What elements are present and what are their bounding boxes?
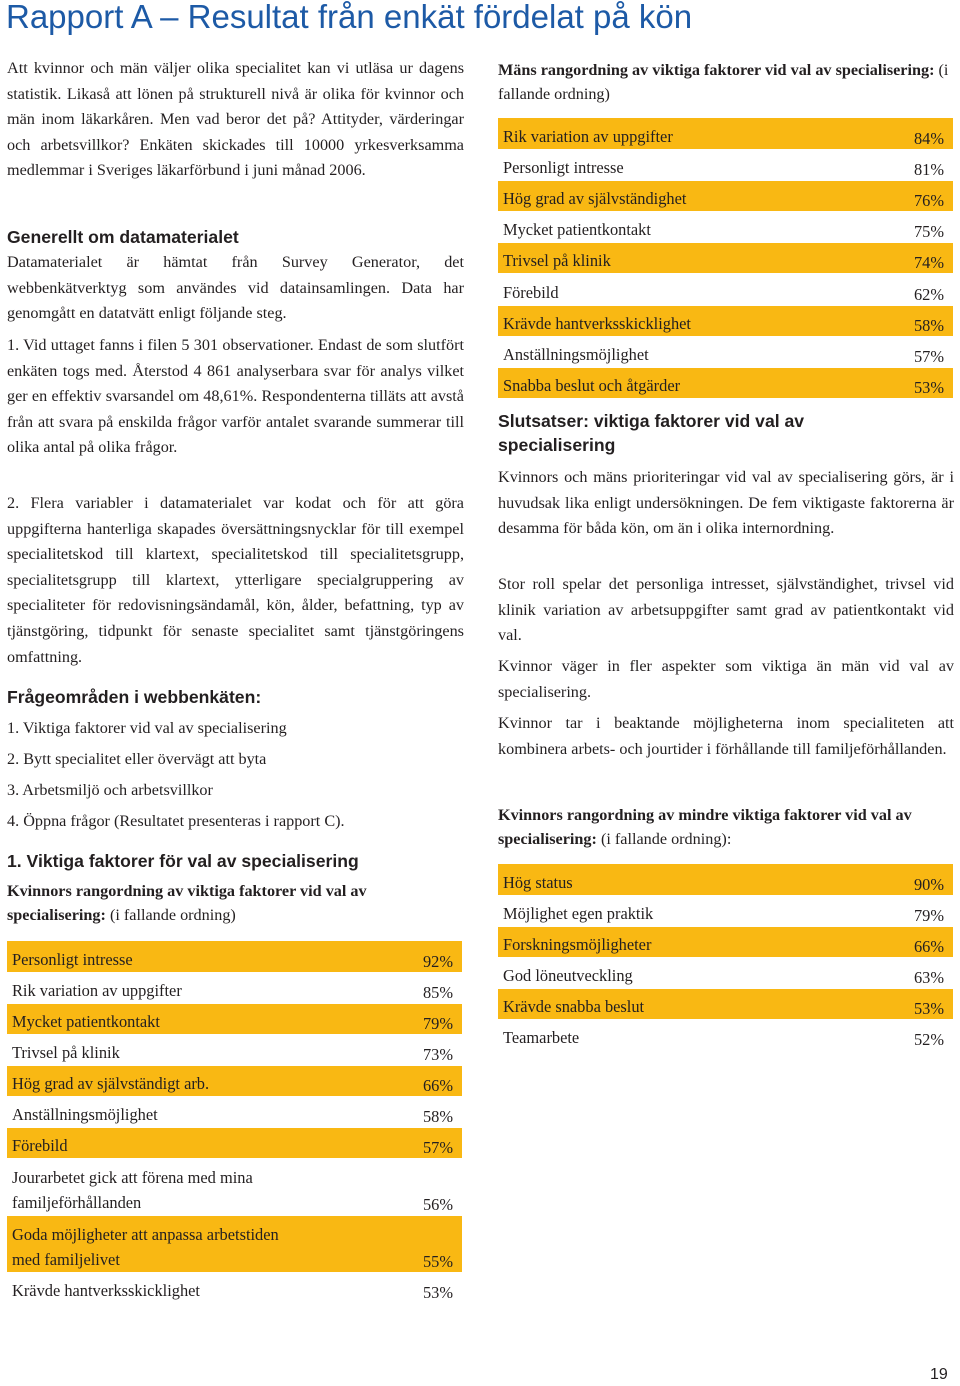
rank-value: 62% [893, 274, 953, 305]
rank-row [498, 957, 953, 988]
rank-row [498, 926, 953, 957]
rank-label: Trivsel på klinik [7, 1034, 402, 1065]
rank-label: God löneutveckling [498, 957, 893, 988]
women-rank-subheading [7, 879, 464, 927]
rank-row [7, 1215, 462, 1272]
rank-value: 63% [893, 957, 953, 988]
rank-label: Möjlighet egen praktik [498, 895, 893, 926]
rank-label: Rik variation av uppgifter [7, 972, 402, 1003]
rank-value: 58% [402, 1096, 462, 1127]
rank-value: 76% [893, 180, 953, 211]
women-minor-subheading-rest: (i fallande ordning): [596, 830, 732, 848]
rank-value: 79% [893, 895, 953, 926]
rank-label: Anställningsmöjlighet [498, 336, 893, 367]
rank-value: 81% [893, 149, 953, 180]
fragor-item: 4. Öppna frågor (Resultatet presenteras i rapport C). [7, 812, 345, 830]
women-rank-subheading-bold: Kvinnors rangordning av viktiga faktorer vid val av specialisering: [7, 882, 367, 924]
rank-value: 84% [893, 118, 953, 149]
page-number: 19 [930, 1366, 948, 1383]
rank-value: 53% [893, 368, 953, 399]
fragor-heading: Frågeområden i webbenkäten: [7, 687, 262, 707]
rank-row [498, 336, 953, 367]
rank-row [7, 1003, 462, 1034]
men-rank-subheading [498, 58, 954, 106]
slutsatser-paragraph: Stor roll spelar det personliga intresset, självständighet, trivsel vid klinik variation av arbetsuppgifter samt grad av patientkontakt vid val. [498, 575, 954, 645]
rank-label: Forskningsmöjligheter [498, 926, 893, 957]
rank-value: 57% [893, 336, 953, 367]
fragor-item: 1. Viktiga faktorer vid val av specialisering [7, 719, 287, 737]
rank-label: Hög grad av självständighet [498, 180, 893, 211]
rank-label: Jourarbetet gick att förena med mina familjeförhållanden [7, 1158, 402, 1215]
rank-value: 57% [402, 1127, 462, 1158]
slutsatser-paragraph: Kvinnor tar i beaktande möjligheterna inom specialiteten att kombinera arbets- och jourtider i förhållande till familjeförhållanden. [498, 714, 954, 758]
rank-value: 92% [402, 941, 462, 972]
rank-label: Mycket patientkontakt [7, 1003, 402, 1034]
men-rank-subheading-bold: Mäns rangordning av viktiga faktorer vid val av specialisering: [498, 61, 935, 79]
rank-label: Personligt intresse [498, 149, 893, 180]
rank-label: Rik variation av uppgifter [498, 118, 893, 149]
rank-row [498, 149, 953, 180]
women-rank-table [7, 941, 462, 1304]
rank-value: 53% [402, 1273, 462, 1304]
rank-row [7, 1127, 462, 1158]
generellt-paragraph: Datamaterialet är hämtat från Survey Generator, det webbenkätverktyg som användes vid datainsamlingen. Data har genomgått en datatvätt enligt följande steg. [7, 253, 464, 323]
rank-value: 73% [402, 1034, 462, 1065]
rank-value: 74% [893, 243, 953, 274]
rank-label: Krävde snabba beslut [498, 988, 893, 1019]
generellt-step-1: 1. Vid uttaget fanns i filen 5 301 observationer. Endast de som slutfört enkäten togs med. Återstod 4 861 analyserbara svar för analys vilket ger en effektiv svarsandel om 48,61%. Respondenterna tilläts att avstå från att svara på enskilda frågor varför antalet svarande summerar till olika antal på olika frågor. [7, 336, 464, 457]
rank-row [498, 305, 953, 336]
rank-label: Trivsel på klinik [498, 243, 893, 274]
rank-row [498, 988, 953, 1019]
rank-row [498, 274, 953, 305]
rank-row [498, 180, 953, 211]
rank-label: Förebild [498, 274, 893, 305]
page-title: Rapport A – Resultat från enkät fördelat på kön [6, 0, 693, 35]
rank-row [7, 1273, 462, 1304]
women-rank-subheading-rest: (i fallande ordning) [105, 906, 236, 924]
rank-row [7, 1065, 462, 1096]
rank-label: Förebild [7, 1127, 402, 1158]
rank-label: Krävde hantverksskicklighet [7, 1273, 402, 1304]
rank-value: 52% [893, 1019, 953, 1050]
slutsatser-paragraph: Kvinnors och mäns prioriteringar vid val av specialisering görs, är i huvudsak lika enligt undersökningen. De fem viktigaste faktorerna är desamma för båda kön, om än i olika internordning. [498, 468, 954, 538]
rank-row [7, 972, 462, 1003]
rank-row [7, 941, 462, 972]
rank-label: Krävde hantverksskicklighet [498, 305, 893, 336]
men-rank-table [498, 118, 953, 399]
rank-label: Goda möjligheter att anpassa arbetstiden med familjelivet [7, 1215, 402, 1272]
fragor-item: 2. Bytt specialitet eller övervägt att byta [7, 750, 267, 768]
rank-row [7, 1096, 462, 1127]
rank-value: 56% [402, 1158, 462, 1215]
rank-value: 85% [402, 972, 462, 1003]
rank-row [498, 118, 953, 149]
women-minor-subheading [498, 803, 954, 851]
fragor-item: 3. Arbetsmiljö och arbetsvillkor [7, 781, 213, 799]
rank-value: 58% [893, 305, 953, 336]
slutsatser-paragraph: Kvinnor väger in fler aspekter som viktiga än män vid val av specialisering. [498, 657, 954, 701]
rank-row [7, 1158, 462, 1215]
rank-row [498, 895, 953, 926]
women-minor-subheading-bold: Kvinnors rangordning av mindre viktiga faktorer vid val av specialisering: [498, 806, 912, 848]
rank-value: 53% [893, 988, 953, 1019]
generellt-step-2: 2. Flera variabler i datamaterialet var kodat och för att göra uppgifterna hanterliga skapades översättningsnycklar för till exempel specialitetskod till klartext, specialitetskod till specialitetsgrupp, specialitetsgrupp till klartext, ytterligare specialgruppering av specialiteter för redovisningsändamål, kön, ålder, befattning, typ av tjänstgöring, tidpunkt för senaste specialitet samt tjänstgöringens omfattning. [7, 494, 464, 666]
rank-value: 79% [402, 1003, 462, 1034]
rank-label: Teamarbete [498, 1019, 893, 1050]
intro-paragraph: Att kvinnor och män väljer olika specialitet kan vi utläsa ur dagens statistik. Likaså att lönen på strukturell nivå är olika för kvinnor och män inom läkarkåren. Men vad beror det på? Attityder, värderingar och arbetsvillkor? Enkäten skickades till 10000 yrkesverksamma medlemmar i Sveriges läkarförbund i juni månad 2006. [7, 59, 464, 180]
rank-row [498, 368, 953, 399]
slutsatser-heading: Slutsatser: viktiga faktorer vid val av specialisering [498, 411, 805, 455]
section1-heading: 1. Viktiga faktorer för val av specialisering [7, 851, 359, 871]
rank-value: 66% [402, 1065, 462, 1096]
rank-value: 75% [893, 212, 953, 243]
rank-label: Personligt intresse [7, 941, 402, 972]
women-minor-table [498, 864, 953, 1051]
rank-label: Snabba beslut och åtgärder [498, 368, 893, 399]
rank-value: 90% [893, 864, 953, 895]
fragor-list [7, 716, 464, 840]
rank-row [498, 243, 953, 274]
rank-label: Hög grad av självständigt arb. [7, 1065, 402, 1096]
rank-row [7, 1034, 462, 1065]
rank-value: 66% [893, 926, 953, 957]
rank-value: 55% [402, 1215, 462, 1272]
rank-label: Hög status [498, 864, 893, 895]
generellt-heading: Generellt om datamaterialet [7, 227, 239, 247]
rank-row [498, 212, 953, 243]
rank-label: Anställningsmöjlighet [7, 1096, 402, 1127]
men-rank-subheading-rest: (i fallande ordning) [498, 61, 949, 103]
rank-row [498, 1019, 953, 1050]
rank-row [498, 864, 953, 895]
rank-label: Mycket patientkontakt [498, 212, 893, 243]
